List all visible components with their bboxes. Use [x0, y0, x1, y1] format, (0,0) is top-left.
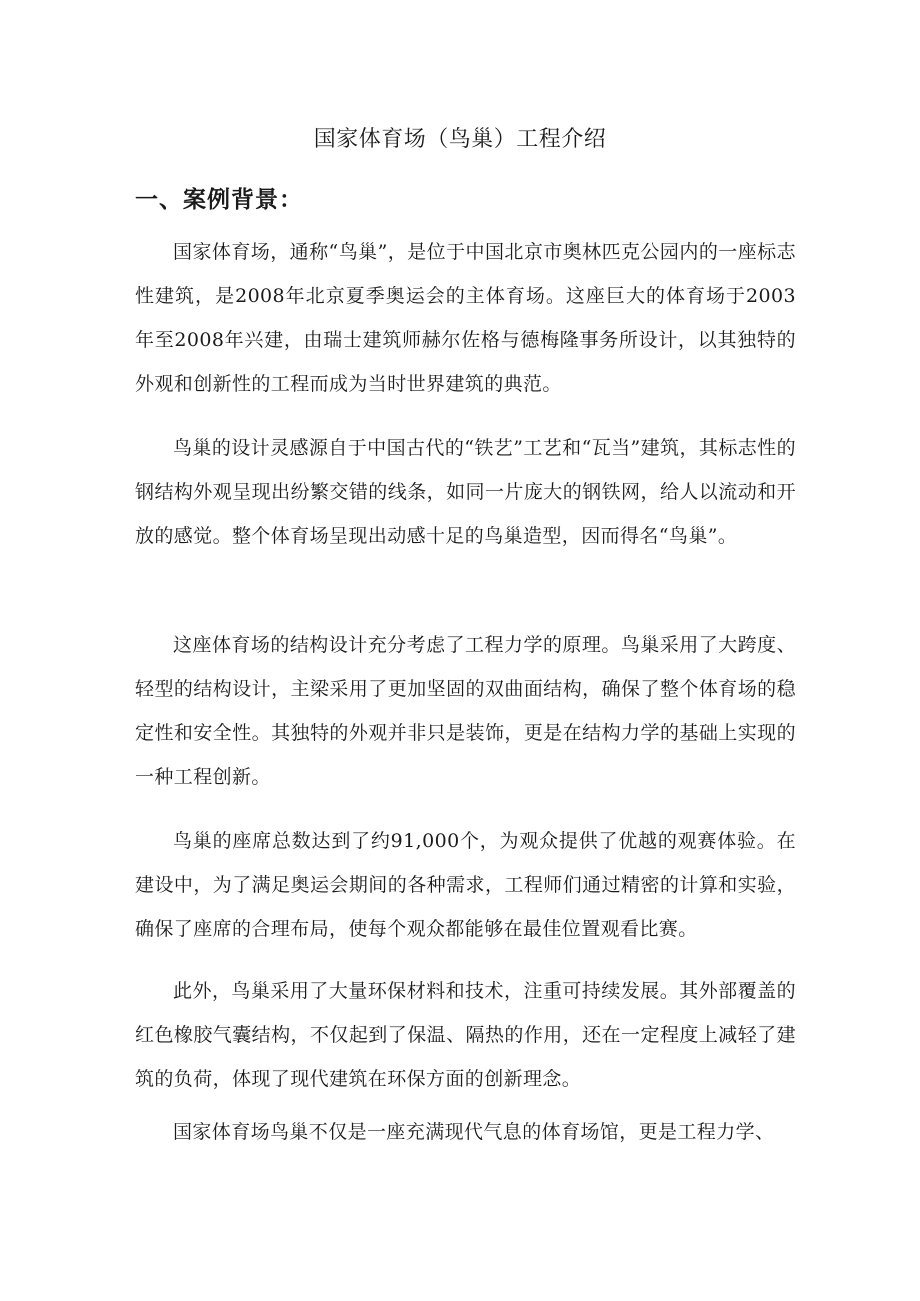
- paragraph-1: [135, 230, 796, 406]
- paragraph-text: 国家体育场鸟巢不仅是一座充满现代气息的体育场馆，更是工程力学、: [173, 1121, 775, 1143]
- paragraph-text: 这座体育场的结构设计充分考虑了工程力学的原理。鸟巢采用了大跨度、轻型的结构设计，主梁采用了更加坚固的双曲面结构，确保了整个体育场的稳定性和安全性。其独特的外观并非只是装饰，更是在结构力学的基础上实现的一种工程创新。: [135, 634, 796, 788]
- paragraph-text: 此外，鸟巢采用了大量环保材料和技术，注重可持续发展。其外部覆盖的红色橡胶气囊结构，不仅起到了保温、隔热的作用，还在一定程度上减轻了建筑的负荷，体现了现代建筑在环保方面的创新理念。: [135, 980, 796, 1090]
- paragraph-2: [135, 426, 796, 558]
- section-heading: 一、案例背景：: [135, 187, 303, 213]
- paragraph-text: 鸟巢的座席总数达到了约91,000个，为观众提供了优越的观赛体验。在建设中，为了满足奥运会期间的各种需求，工程师们通过精密的计算和实验，确保了座席的合理布局，使每个观众都能够在最佳位置观看比赛。: [135, 830, 796, 940]
- paragraph-5: [135, 969, 796, 1101]
- paragraph-3: [135, 623, 796, 799]
- document-title: 国家体育场（鸟巢）工程介绍: [313, 127, 607, 152]
- paragraph-4: [135, 819, 796, 951]
- paragraph-text: 国家体育场，通称“鸟巢”，是位于中国北京市奥林匹克公园内的一座标志性建筑，是2008年北京夏季奥运会的主体育场。这座巨大的体育场于2003年至2008年兴建，由瑞士建筑师赫尔佐格与德梅隆事务所设计，以其独特的外观和创新性的工程而成为当时世界建筑的典范。: [135, 241, 796, 395]
- paragraph-text: 鸟巢的设计灵感源自于中国古代的“铁艺”工艺和“瓦当”建筑，其标志性的钢结构外观呈现出纷繁交错的线条，如同一片庞大的钢铁网，给人以流动和开放的感觉。整个体育场呈现出动感十足的鸟巢造型，因而得名“鸟巢”。: [135, 437, 796, 547]
- paragraph-6: [135, 1110, 796, 1154]
